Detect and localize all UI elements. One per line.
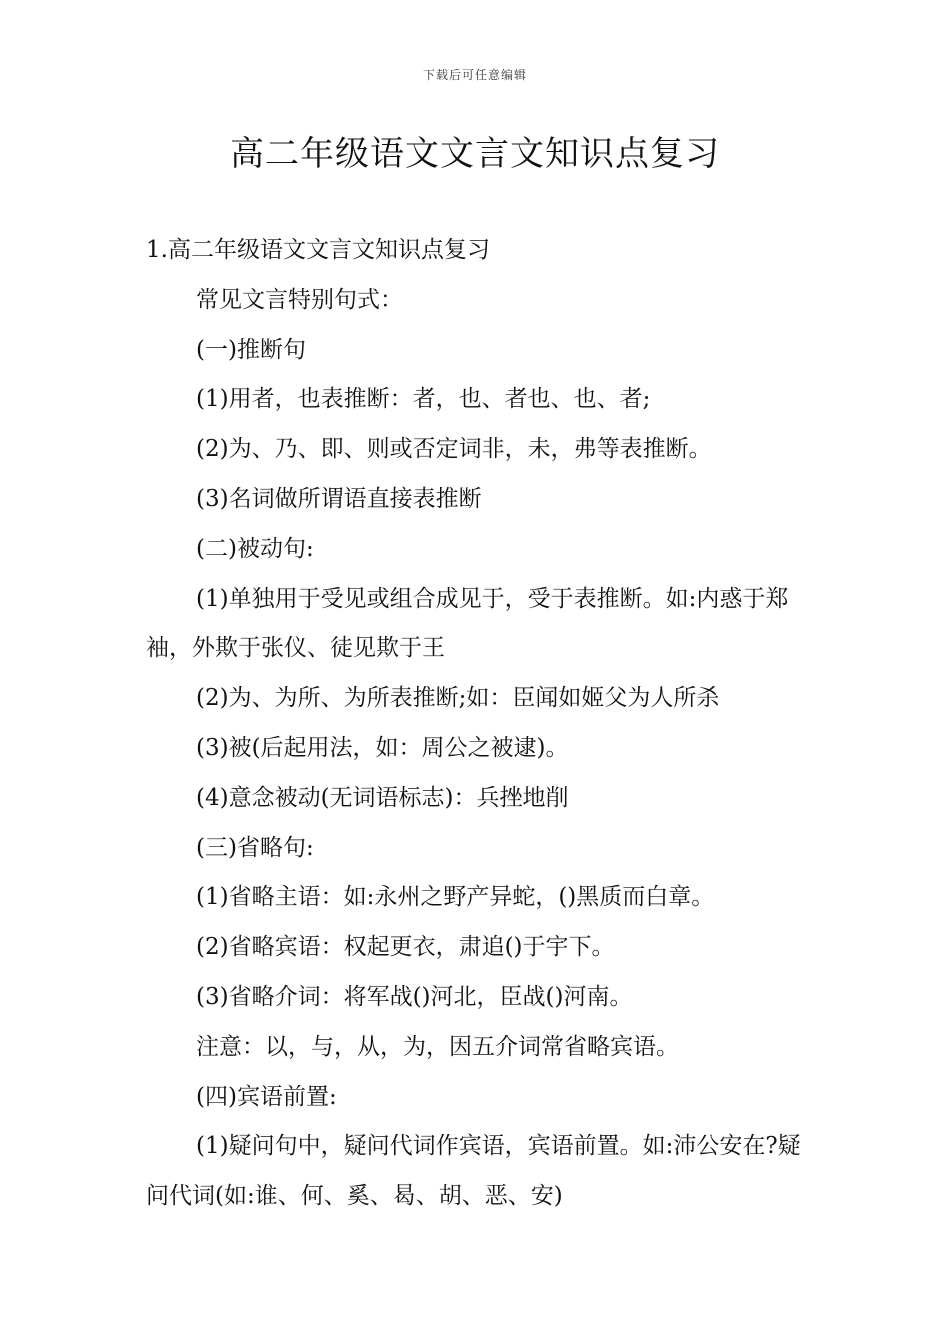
paragraph-3: (1)用者，也表推断：者，也、者也、也、者; xyxy=(196,386,651,413)
paragraph-1: 常见文言特别句式： xyxy=(196,286,403,313)
paragraph-6: (二)被动句: xyxy=(196,535,314,562)
paragraph-10: (4)意念被动(无词语标志)：兵挫地削 xyxy=(196,784,569,811)
paragraph-12: (1)省略主语：如:永州之野产异蛇，()黑质而白章。 xyxy=(196,884,715,911)
paragraph-14: (3)省略介词：将军战()河北，臣战()河南。 xyxy=(196,983,633,1010)
paragraph-17: (1)疑问句中，疑问代词作宾语，宾语前置。如:沛公安在?疑问代词(如:谁、何、奚、曷、胡、恶、安) xyxy=(146,1133,801,1210)
document-title: 高二年级语文文言文知识点复习 xyxy=(230,134,720,174)
paragraph-8: (2)为、为所、为所表推断;如：臣闻如姬父为人所杀 xyxy=(196,685,720,712)
paragraph-5: (3)名词做所谓语直接表推断 xyxy=(196,485,482,512)
document-body xyxy=(146,226,810,1222)
paragraph-7: (1)单独用于受见或组合成见于，受于表推断。如:内惑于郑袖，外欺于张仪、徒见欺于王 xyxy=(146,585,789,662)
paragraph-15: 注意：以，与，从，为，因五介词常省略宾语。 xyxy=(196,1033,679,1060)
paragraph-16: (四)宾语前置: xyxy=(196,1083,337,1110)
paragraph-9: (3)被(后起用法，如：周公之被逮)。 xyxy=(196,734,569,761)
paragraph-2: (一)推断句 xyxy=(196,336,306,363)
paragraph-11: (三)省略句: xyxy=(196,834,314,861)
paragraph-13: (2)省略宾语：权起更衣，肃追()于宇下。 xyxy=(196,934,615,961)
paragraph-4: (2)为、乃、即、则或否定词非，未，弗等表推断。 xyxy=(196,436,712,463)
header-note: 下载后可任意编辑 xyxy=(422,68,527,82)
section-heading: 1.高二年级语文文言文知识点复习 xyxy=(146,237,490,263)
